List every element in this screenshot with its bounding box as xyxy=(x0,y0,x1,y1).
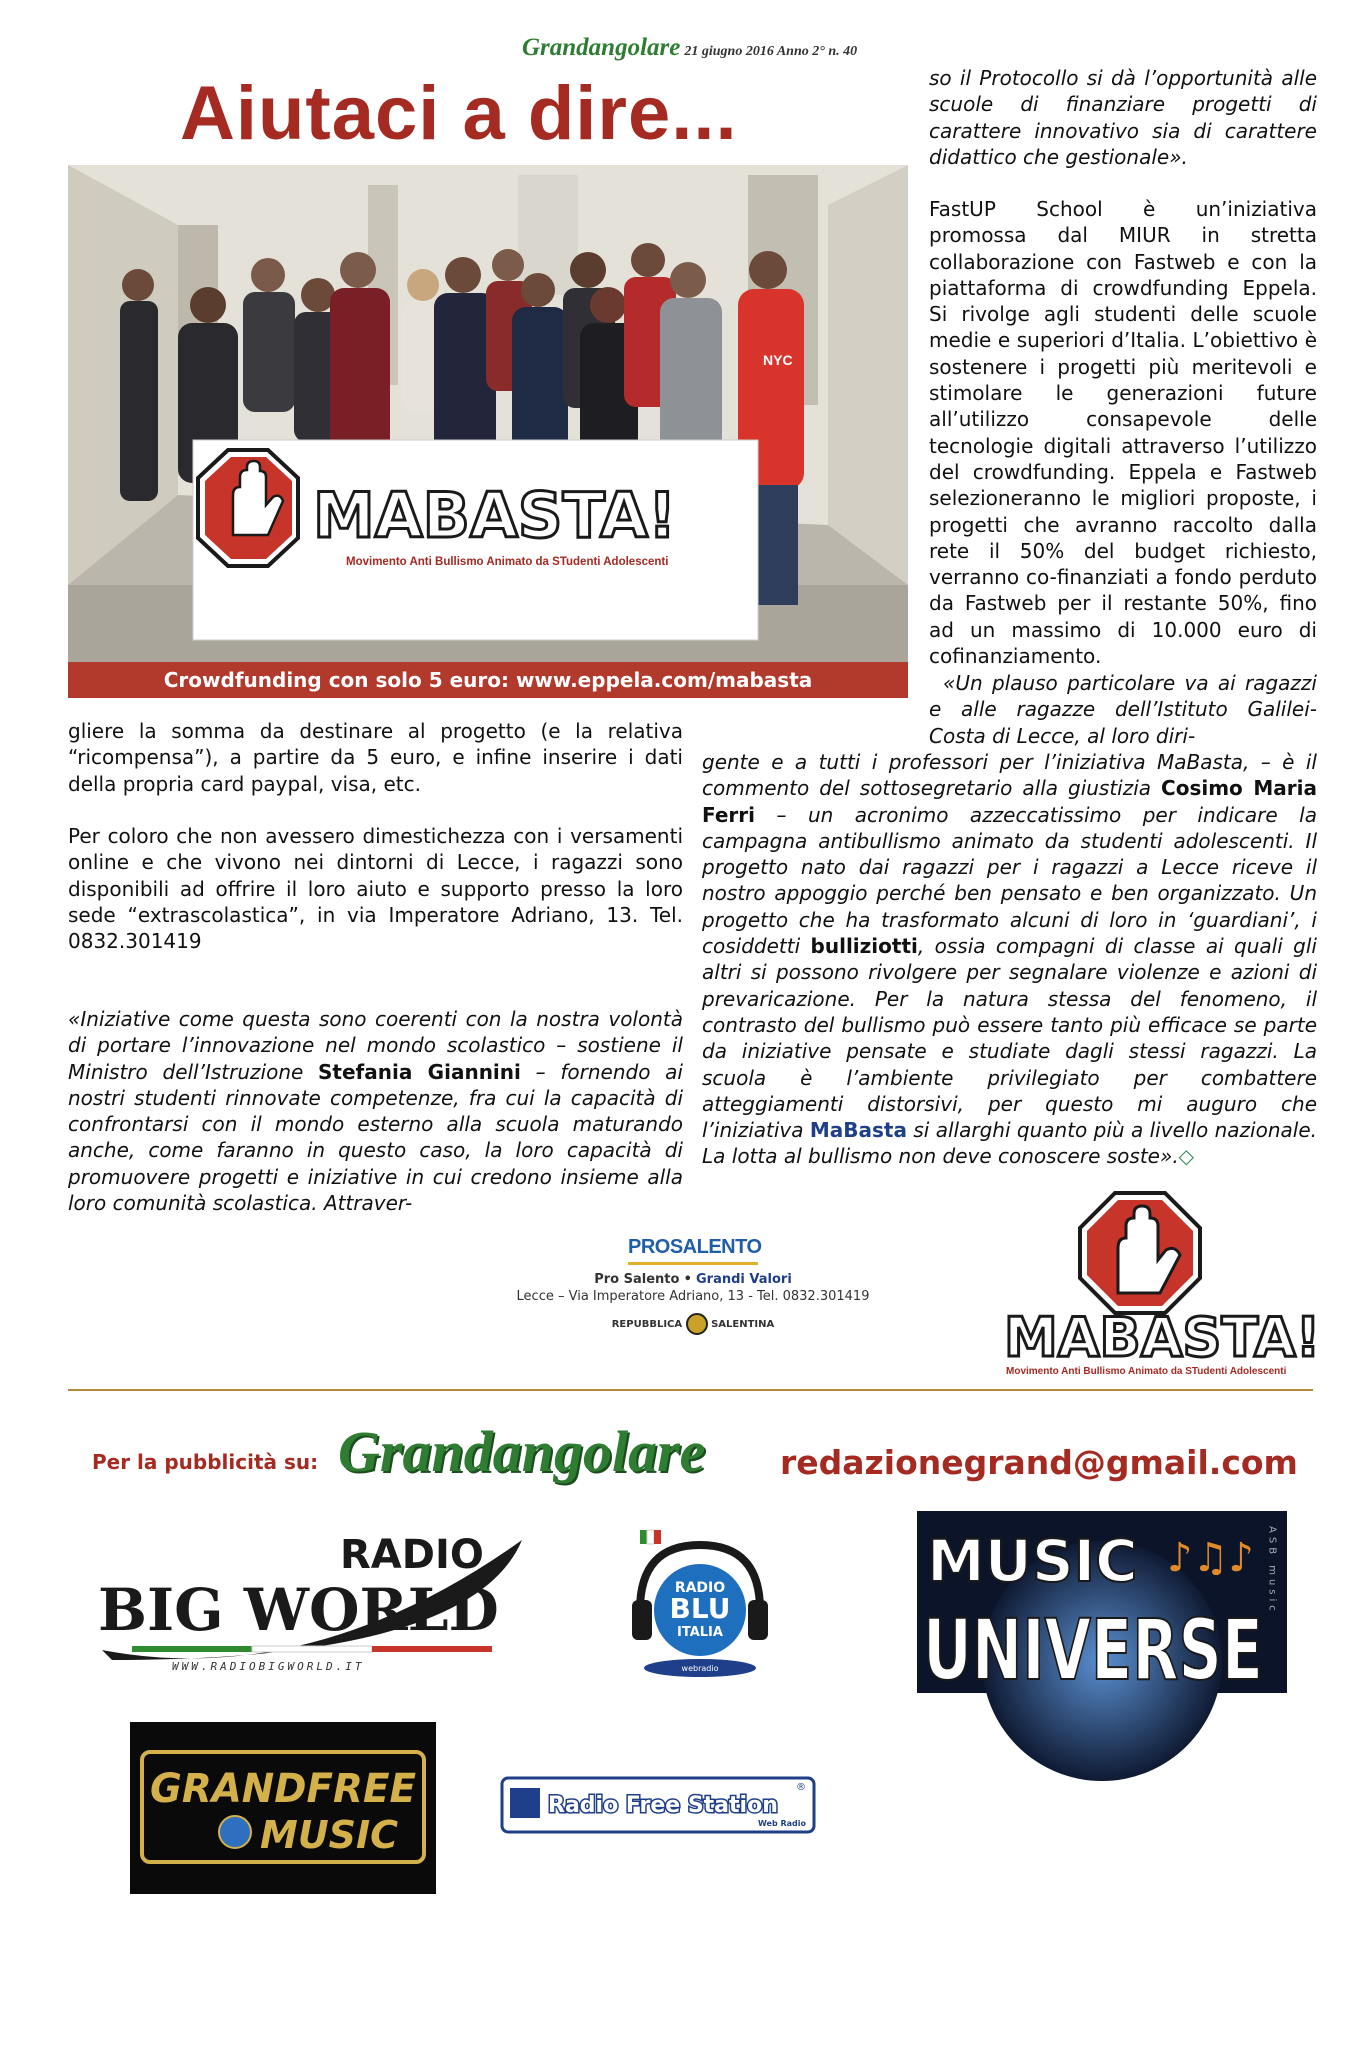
ferri-quote xyxy=(702,749,1317,1170)
music-notes-icon: ♪♫♪ xyxy=(1167,1535,1254,1581)
ferri-quote-c: , ossia compagni di classe ai quali gli altri si possono rivolgere per segnalare violenze e azioni di prevaricazione. Per la natura stessa del fenomeno, il contrasto del bullismo può essere tanto più efficace se parte da iniziative pensate e studiate dagli stessi ragazzi. La scuola è l’ambiente privilegiato per combattere atteggiamenti distorsivi, per questo mi auguro che l’iniziativa xyxy=(702,934,1317,1143)
rbi-radio: RADIO xyxy=(674,1580,726,1596)
rfs-emblem-icon xyxy=(510,1788,540,1818)
gf-music: MUSIC xyxy=(260,1813,399,1857)
mabasta-mention: MaBasta xyxy=(809,1118,907,1143)
rfs-name: Radio Free Station xyxy=(548,1793,778,1818)
gf-grandfree: GRANDFREE xyxy=(150,1766,416,1812)
left-col-p1-text: gliere la somma da destinare al progetto (e la relativa “ricompensa”), a partire da 5 euro, e infine inserire i dati della propria card paypal, visa, etc. xyxy=(68,719,683,796)
rfs-sub: Web Radio xyxy=(758,1819,806,1828)
section-divider xyxy=(68,1389,1313,1391)
radio-big-world-graphic xyxy=(92,1520,552,1680)
giannini-quote xyxy=(68,1006,683,1216)
mabasta-logo xyxy=(1000,1188,1320,1378)
giannini-quote-a: «Iniziative come questa sono coerenti con la nostra volontà di portare l’innovazione nel mondo scolastico – sostiene il Ministro dell’Istruzione xyxy=(68,1007,683,1084)
article-photo xyxy=(68,165,908,662)
globe-icon xyxy=(219,1816,251,1848)
ferri-quote-a: gente e a tutti i professori per l’iniziativa MaBasta, – è il commento del sottosegretario alla giustizia xyxy=(702,750,1317,801)
mu-universe: UNIVERSE xyxy=(923,1601,1263,1699)
prosalento-address: Lecce – Via Imperatore Adriano, 13 - Tel. 0832.301419 xyxy=(516,1289,870,1304)
grandfree-graphic xyxy=(130,1722,436,1894)
prosalento-block: PROSALENTO Pro Salento • Grandi Valori Lecce – Via Imperatore Adriano, 13 - Tel. 0832.301419 REPUBBLICA SALENTINA xyxy=(498,1232,888,1335)
rbi-italia: ITALIA xyxy=(677,1625,723,1640)
masthead xyxy=(522,34,857,62)
prosalento-name: Pro Salento xyxy=(594,1272,680,1287)
right-col-p3 xyxy=(929,670,1317,749)
mu-music: MUSIC xyxy=(927,1527,1138,1595)
rbw-bigworld: BIG WORLD xyxy=(98,1576,499,1644)
radio-blu-italia-logo[interactable] xyxy=(620,1520,780,1685)
radio-blu-graphic xyxy=(620,1520,780,1685)
right-col-p1-text: so il Protocollo si dà l’opportunità alle scuole di finanziare progetti di carattere innovativo sia di carattere didattico che gestionale». xyxy=(929,66,1317,169)
right-col-p3-text: «Un plauso particolare va ai ragazzi e alle ragazze dell’Istituto Galilei-Costa di Lecce, al loro diri- xyxy=(929,671,1317,748)
bulliziotti-term: bulliziotti xyxy=(810,934,918,959)
masthead-brand: Grandangolare xyxy=(522,34,681,61)
giannini-quote-b: – fornendo ai nostri studenti rinnovate competenze, fra cui la capacità di confrontarsi con il mondo esterno alla scuola maturando anche, come faranno in questo caso, la loro capacità di promuovere progetti e iniziative in cui credono insieme alla loro comunità scolastica. Attraver- xyxy=(68,1059,683,1216)
photo-illustration xyxy=(68,165,908,662)
left-col-p1 xyxy=(68,718,683,797)
repubblica-salentina-logo xyxy=(498,1313,888,1335)
radio-big-world-logo[interactable] xyxy=(92,1520,552,1680)
banner-title: MABASTA! xyxy=(313,479,677,552)
masthead-date: 21 giugno 2016 Anno 2° n. 40 xyxy=(684,44,858,59)
headline: Aiutaci a dire... xyxy=(180,71,738,156)
ferri-quote-d: si allarghi quanto più a livello nazionale. La lotta al bullismo non deve conoscere soste». xyxy=(702,1118,1317,1169)
left-col-p2 xyxy=(68,823,683,954)
rfs-reg: ® xyxy=(796,1782,806,1793)
ad-label: Per la pubblicità su: xyxy=(92,1450,319,1474)
hoodie-text: NYC xyxy=(763,352,793,368)
end-mark-icon: ◇ xyxy=(1178,1144,1195,1169)
salentina-label: SALENTINA xyxy=(711,1319,775,1330)
music-universe-graphic xyxy=(917,1511,1287,1699)
right-col-p1 xyxy=(929,65,1317,170)
rbw-url: WWW.RADIOBIGWORLD.IT xyxy=(172,1660,365,1673)
repubblica-label: REPUBBLICA xyxy=(611,1319,683,1330)
rbw-radio: RADIO xyxy=(340,1532,484,1578)
rfs-graphic xyxy=(500,1776,818,1834)
prosalento-motto: Grandi Valori xyxy=(696,1272,792,1287)
ferri-name: Cosimo Maria Ferri xyxy=(702,776,1317,827)
rbi-blu: BLU xyxy=(669,1592,731,1625)
crest-icon xyxy=(686,1313,708,1335)
grandfree-music-logo[interactable] xyxy=(130,1722,436,1894)
giannini-name: Stefania Giannini xyxy=(318,1059,521,1084)
ferri-quote-b: – un acronimo azzeccatissimo per indicare la campagna antibullismo animato da studenti adolescenti. Il progetto nato dai ragazzi per i ragazzi a Lecce riceve il nostro appoggio perché ben pensato e ben organizzato. Un progetto che ha trasformato alcuni di loro in ‘guardiani’, i cosiddetti xyxy=(702,802,1317,959)
rbi-webradio: webradio xyxy=(681,1664,719,1673)
banner-subtitle: Movimento Anti Bullismo Animato da STudenti Adolescenti xyxy=(346,556,669,568)
mabasta-logo-title: MABASTA! xyxy=(1004,1306,1321,1369)
right-col-p2-text: FastUP School è un’iniziativa promossa dal MIUR in stretta collaborazione con Fastweb e con la piattaforma di crowdfunding Eppela. Si rivolge agli studenti delle scuole medie e superiori d’Italia. L’obiettivo è sostenere i progetti più meritevoli e stimolare le generazioni future all’utilizzo consapevole delle tecnologie digitali attraverso l’utilizzo del crowdfunding. Eppela e Fastweb selezioneranno le migliori proposte, i progetti che avranno raccolto dalla rete il 50% del budget richiesto, verranno co-finanziati a fondo perduto da Fastweb per il restante 50%, fino ad un massimo di 10.000 euro di cofinanziamento. xyxy=(929,197,1317,669)
ad-brand: Grandangolare xyxy=(338,1419,706,1484)
right-col-p2 xyxy=(929,196,1317,669)
left-col-p2-text: Per coloro che non avessero dimestichezza con i versamenti online e che vivono nei dintorni di Lecce, i ragazzi sono disponibili ad offrire il loro aiuto e supporto presso la loro sede “extrascolastica”, in via Imperatore Adriano, 13. Tel. 0832.301419 xyxy=(68,824,683,954)
mabasta-logo-subtitle: Movimento Anti Bullismo Animato da STudenti Adolescenti xyxy=(1006,1366,1287,1377)
radio-free-station-logo[interactable] xyxy=(500,1776,818,1834)
photo-caption: Crowdfunding con solo 5 euro: www.eppela.com/mabasta xyxy=(68,662,908,698)
prosalento-logo: PROSALENTO xyxy=(628,1232,758,1265)
ad-email[interactable]: redazionegrand@gmail.com xyxy=(780,1443,1298,1482)
mu-side: ASB music xyxy=(1266,1526,1278,1615)
music-universe-logo[interactable] xyxy=(917,1511,1287,1699)
mabasta-logo-graphic xyxy=(1000,1188,1320,1378)
